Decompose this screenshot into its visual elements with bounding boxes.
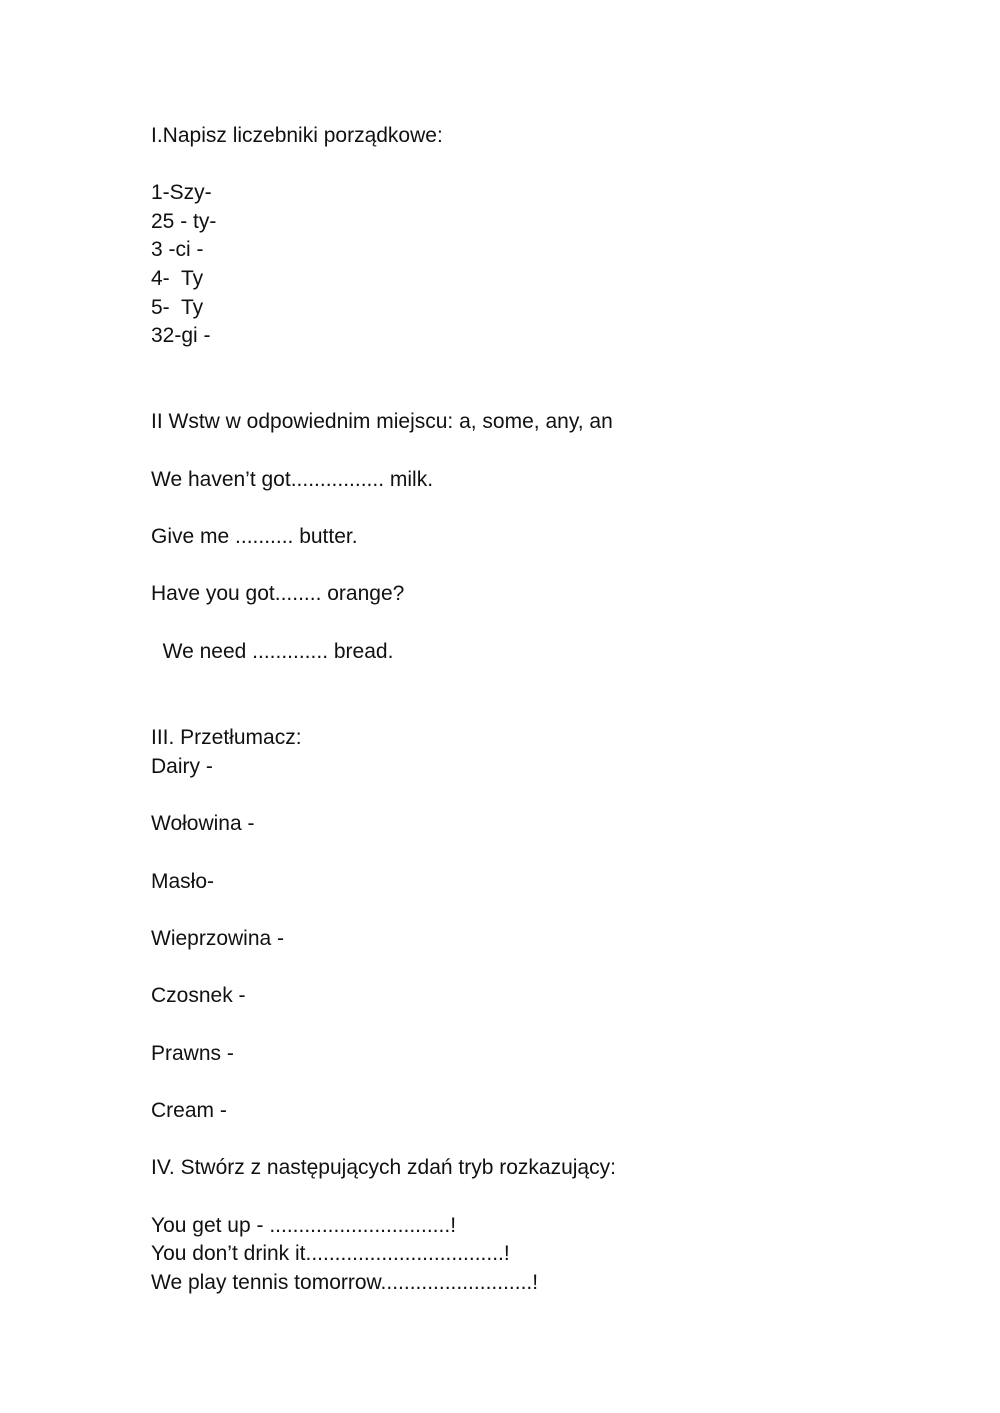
section-3-heading: III. Przetłumacz: <box>151 726 302 749</box>
imperative-sentence-2: You don’t drink it..................................! <box>151 1242 510 1265</box>
ordinal-item-3: 3 -ci - <box>151 238 204 261</box>
article-sentence-3: Have you got........ orange? <box>151 582 405 605</box>
translate-item-3: Masło- <box>151 870 215 893</box>
translate-item-6: Prawns - <box>151 1042 234 1065</box>
ordinal-item-5: 5- Ty <box>151 296 204 319</box>
translate-item-7: Cream - <box>151 1099 227 1122</box>
translate-item-5: Czosnek - <box>151 984 246 1007</box>
translate-item-4: Wieprzowina - <box>151 927 285 950</box>
article-sentence-1: We haven’t got................ milk. <box>151 468 434 491</box>
ordinal-item-6: 32-gi - <box>151 324 211 347</box>
article-sentence-4: We need ............. bread. <box>151 640 394 663</box>
translate-item-1: Dairy - <box>151 755 213 778</box>
section-4-heading: IV. Stwórz z następujących zdań tryb rozkazujący: <box>151 1156 616 1179</box>
section-2-heading: II Wstw w odpowiednim miejscu: a, some, any, an <box>151 410 613 433</box>
ordinal-item-4: 4- Ty <box>151 267 204 290</box>
imperative-sentence-3: We play tennis tomorrow..........................! <box>151 1271 539 1294</box>
translate-item-2: Wołowina - <box>151 812 255 835</box>
section-1-heading: I.Napisz liczebniki porządkowe: <box>151 124 443 147</box>
ordinal-item-2: 25 - ty- <box>151 210 217 233</box>
ordinal-item-1: 1-Szy- <box>151 181 212 204</box>
article-sentence-2: Give me .......... butter. <box>151 525 358 548</box>
imperative-sentence-1: You get up - ...............................! <box>151 1214 457 1237</box>
